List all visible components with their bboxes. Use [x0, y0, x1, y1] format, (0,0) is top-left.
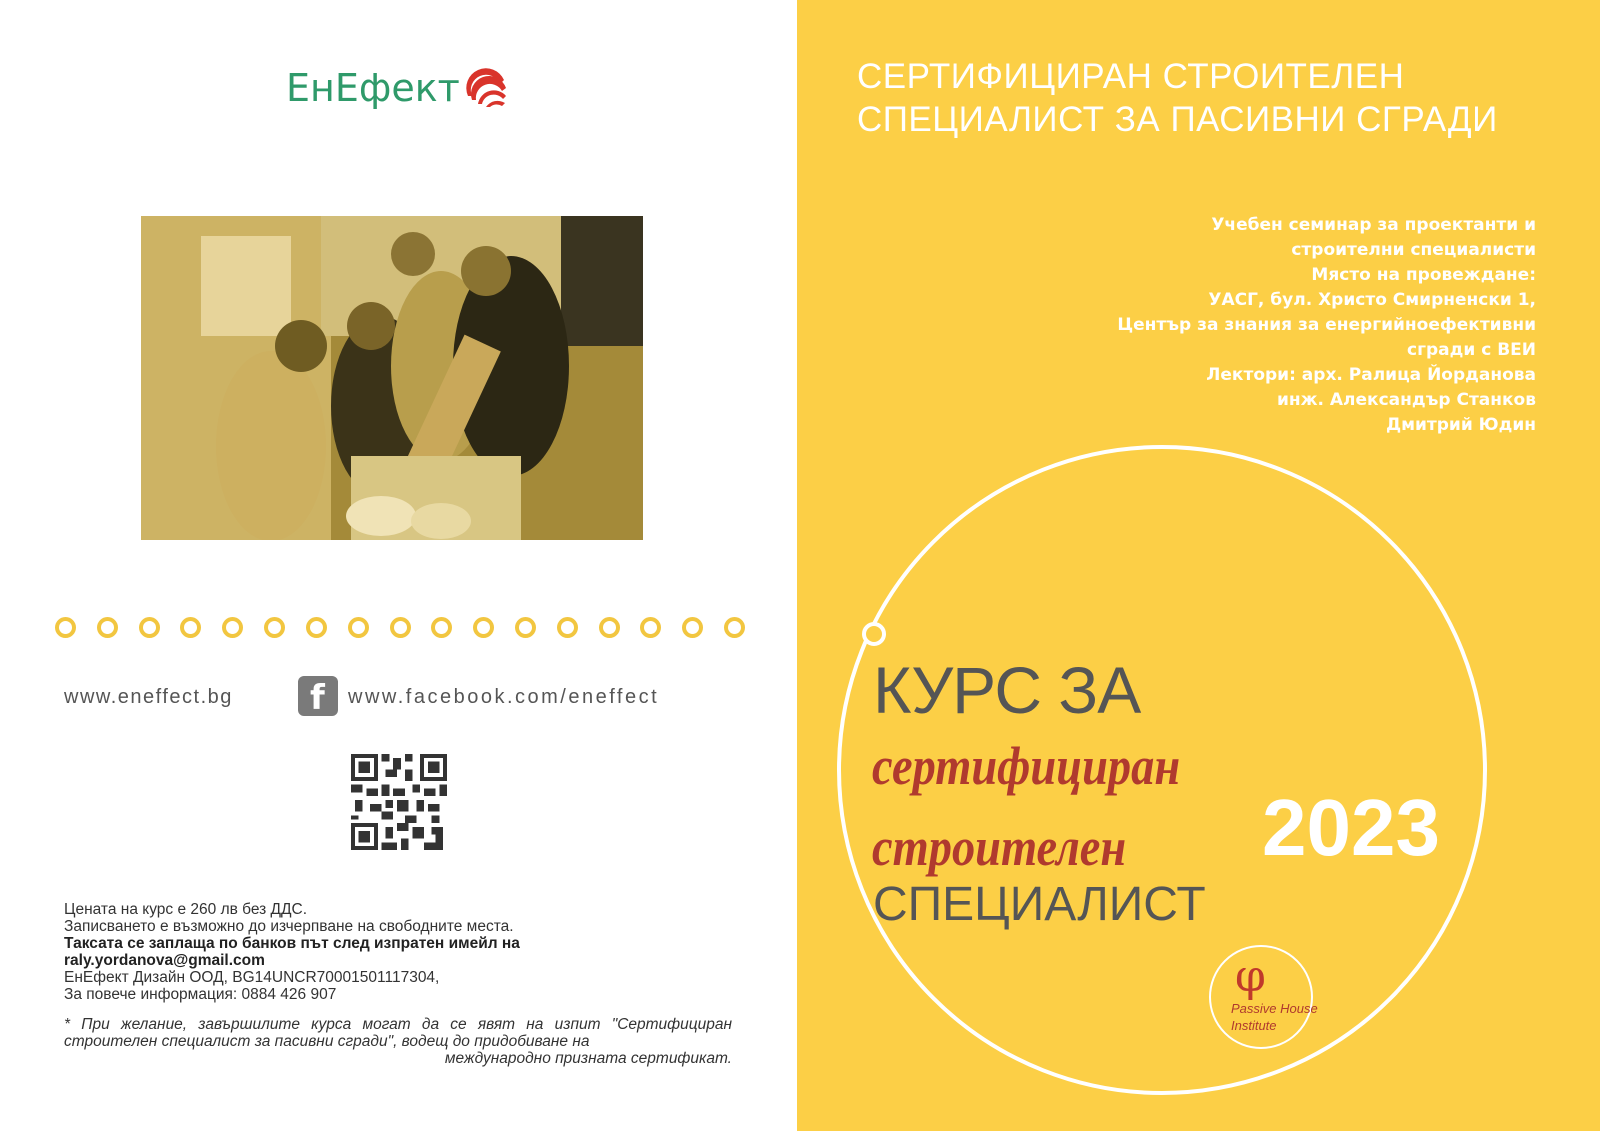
- details-line: Дмитрий Юдин: [1385, 415, 1536, 435]
- passive-house-institute-logo: [1209, 945, 1318, 1049]
- logo-sun-icon: [464, 66, 508, 110]
- details-line: Място на провеждане:: [1311, 265, 1536, 285]
- more-info-text: За повече информация: 0884 426 907: [64, 986, 337, 1003]
- course-title-line3: строителен: [872, 817, 1127, 877]
- logo-text: ЕнЕфект: [286, 66, 460, 110]
- dot: [515, 617, 536, 638]
- price-text: Цената на курс е 260 лв без ДДС.: [64, 901, 308, 918]
- facebook-icon[interactable]: f: [298, 676, 338, 716]
- dot: [348, 617, 369, 638]
- details-line: сгради с ВЕИ: [1407, 340, 1536, 360]
- dot: [180, 617, 201, 638]
- main-title-line1: СЕРТИФИЦИРАН СТРОИТЕЛЕН: [857, 57, 1405, 96]
- dot: [682, 617, 703, 638]
- dot: [431, 617, 452, 638]
- dot: [724, 617, 745, 638]
- dot: [599, 617, 620, 638]
- workshop-photo: [141, 216, 643, 540]
- dot: [390, 617, 411, 638]
- eneffect-logo: [286, 60, 508, 116]
- facebook-link[interactable]: www.facebook.com/eneffect: [348, 686, 660, 708]
- dot: [557, 617, 578, 638]
- dot: [264, 617, 285, 638]
- main-title-line2: СПЕЦИАЛИСТ ЗА ПАСИВНИ СГРАДИ: [857, 100, 1498, 139]
- exam-note: [64, 1016, 732, 1067]
- workshop-photo-image: [141, 216, 643, 540]
- exam-note-text: * При желание, завършилите курса могат да се явят на изпит "Сертифициран строителен специалист за пасивни сгради", водещ до придобиване на: [64, 1016, 732, 1050]
- dot: [55, 617, 76, 638]
- website-link[interactable]: www.eneffect.bg: [64, 686, 233, 708]
- decorative-circle: [797, 0, 1600, 1131]
- left-panel: [0, 0, 797, 1131]
- course-year: 2023: [1262, 783, 1440, 872]
- course-details: [976, 213, 1536, 438]
- details-line: УАСГ, бул. Христо Смирненски 1,: [1208, 290, 1536, 310]
- right-panel: [797, 0, 1600, 1131]
- details-line: инж. Александър Станков: [1276, 390, 1536, 410]
- decorative-dots-row: [55, 617, 745, 641]
- main-title: [857, 55, 1498, 141]
- phi-label-line2: Institute: [1231, 1018, 1277, 1033]
- details-line: Център за знания за енергийноефективни: [1117, 315, 1536, 335]
- phi-label-line1: Passive House: [1231, 1001, 1318, 1016]
- exam-note-last-line: международно призната сертификат.: [444, 1050, 732, 1067]
- course-title-line2: сертифициран: [872, 736, 1181, 796]
- dot: [306, 617, 327, 638]
- dot: [139, 617, 160, 638]
- details-line: Учебен семинар за проектанти и: [1211, 215, 1536, 235]
- enrollment-text: Записването е възможно до изчерпване на свободните места.: [64, 918, 514, 935]
- details-line: строителни специалисти: [1291, 240, 1536, 260]
- dot: [640, 617, 661, 638]
- details-line: Лектори: арх. Ралица Йорданова: [1206, 365, 1536, 385]
- qr-code-icon[interactable]: [351, 754, 447, 850]
- payment-text: Таксата се заплаща по банков път след изпратен имейл на: [64, 935, 520, 952]
- company-text: ЕнЕфект Дизайн ООД, BG14UNCR70001501117304,: [64, 969, 440, 986]
- course-title-line1: КУРС ЗА: [873, 653, 1141, 727]
- contact-email[interactable]: raly.yordanova@gmail.com: [64, 952, 265, 969]
- course-title-line4: СПЕЦИАЛИСТ: [873, 878, 1206, 931]
- dot: [222, 617, 243, 638]
- dot: [473, 617, 494, 638]
- price-info: [64, 901, 744, 1003]
- phi-icon: φ: [1235, 951, 1266, 1002]
- dot: [97, 617, 118, 638]
